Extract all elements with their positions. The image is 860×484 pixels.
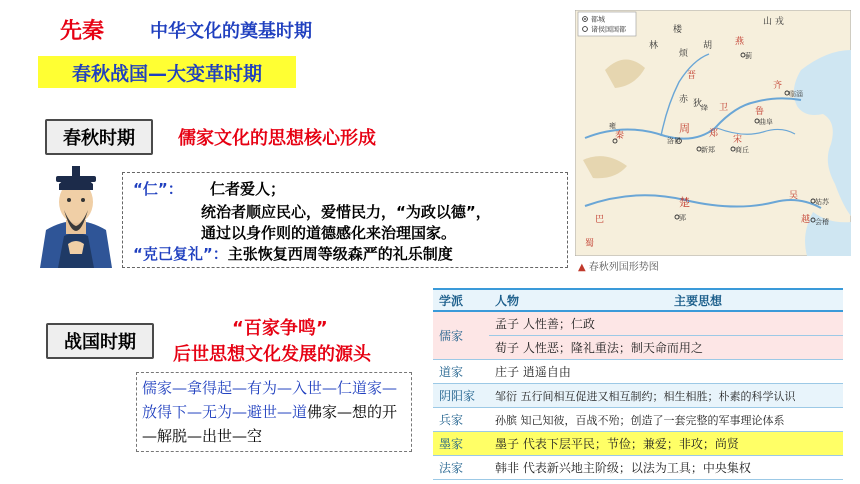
chunqiu-label: 春秋时期 (45, 119, 153, 155)
map-label: 洛邑 (667, 137, 681, 145)
map-label: 新郑 (701, 146, 715, 154)
row-content: 邹衍 五行间相互促进又相互制约；相生相胜；朴素的科学认识 (489, 384, 843, 408)
map-label: 蓟 (745, 52, 752, 60)
map-label: 鲁 (755, 107, 765, 117)
map-label: 曲阜 (759, 118, 773, 126)
school-name: 法家 (433, 456, 489, 480)
legend-capital: 都城 (591, 15, 605, 24)
hundred-schools-title: “百家争鸣” (232, 318, 328, 339)
map-label: 巴 (595, 215, 605, 225)
summary-confucian-taoist: 儒家—拿得起—有为—入世—仁道家—放得下—无为—避世—道 (142, 379, 398, 421)
keji-definition: 主张恢复西周等级森严的礼乐制度 (227, 245, 453, 263)
school-name: 儒家 (433, 311, 489, 360)
ren-term: “仁”： (133, 180, 183, 198)
map-label: 林 (649, 41, 659, 51)
map-label: 宋 (733, 135, 743, 145)
ren-line-3: 通过以身作则的道德感化来治理国家。 (201, 224, 457, 242)
school-name: 道家 (433, 360, 489, 384)
map-label: 商丘 (735, 146, 749, 154)
map-label: 楼 (673, 25, 683, 35)
map-label: 越 (801, 215, 811, 225)
map-label: 山 戎 (763, 17, 784, 27)
map-label: 蜀 (585, 239, 595, 249)
map-label: 胡 (703, 41, 713, 51)
period-subtitle: 中华文化的奠基时期 (150, 21, 312, 42)
confucius-portrait (34, 164, 118, 268)
map-label: 燕 (735, 37, 745, 47)
map-caption-text: 春秋列国形势图 (588, 262, 659, 273)
legend-state-capital: 诸侯国国都 (591, 25, 626, 34)
table-row (433, 432, 843, 456)
header-main-ideas: 主要思想 (553, 289, 843, 311)
map-label: 会稽 (815, 218, 829, 226)
row-content: 墨子 代表下层平民；节俭；兼爱；非攻；尚贤 (489, 432, 843, 456)
hundred-schools-subtitle: 后世思想文化发展的源头 (173, 344, 371, 365)
era-banner: 春秋战国—大变革时期 (38, 56, 296, 88)
map-label: 秦 (615, 131, 625, 141)
table-header-row (433, 289, 843, 311)
map-label: 齐 (773, 81, 783, 91)
map-label: 郢 (679, 214, 686, 222)
row-content: 庄子 逍遥自由 (489, 360, 843, 384)
school-name: 兵家 (433, 408, 489, 432)
table-row (433, 456, 843, 480)
keji-term: “克己复礼”： (133, 245, 228, 263)
map-label: 狄 (693, 99, 703, 109)
table-row (433, 360, 843, 384)
map-label: 晋 (687, 71, 697, 81)
school-name: 阴阳家 (433, 384, 489, 408)
map-label: 绛 (701, 104, 708, 112)
map-label: 赤 (679, 95, 689, 105)
row-content: 孟子 人性善；仁政 (489, 311, 843, 336)
header-school: 学派 (433, 289, 489, 311)
schools-summary-box (136, 372, 412, 452)
confucian-core-title: 儒家文化的思想核心形成 (178, 128, 376, 149)
period-title: 先秦 (60, 19, 105, 44)
table-row (433, 408, 843, 432)
triangle-icon: ▲ (578, 262, 586, 273)
map-label: 烦 (679, 49, 689, 59)
table-row (433, 384, 843, 408)
ren-definition: 仁者爱人； (209, 180, 285, 198)
school-name: 墨家 (433, 432, 489, 456)
map-label: 郑 (709, 129, 719, 139)
ren-line-2: 统治者顺应民心，爱惜民力，“为政以德”， (201, 203, 491, 221)
summary-buddhist: 佛家—想的开—解脱—出世—空 (142, 403, 398, 445)
header-person: 人物 (489, 289, 553, 311)
row-content: 韩非 代表新兴地主阶级；以法为工具；中央集权 (489, 456, 843, 480)
map-label: 姑苏 (815, 198, 829, 206)
map-caption (578, 258, 659, 273)
map-label: 临淄 (789, 90, 803, 98)
map-label: 卫 (719, 103, 729, 113)
spring-autumn-map (575, 10, 851, 256)
zhanguo-label: 战国时期 (46, 323, 154, 359)
map-label: 雍 (609, 122, 616, 130)
row-content: 孙膑 知己知彼，百战不殆；创造了一套完整的军事理论体系 (489, 408, 843, 432)
map-label: 楚 (679, 196, 690, 209)
table-row (433, 336, 843, 360)
hundred-schools-table (433, 288, 843, 480)
table-row (433, 311, 843, 336)
map-label: 周 (679, 122, 690, 135)
map-label: 吴 (789, 191, 799, 201)
ren-explanation-box (122, 172, 568, 268)
row-content: 荀子 人性恶；隆礼重法；制天命而用之 (489, 336, 843, 360)
